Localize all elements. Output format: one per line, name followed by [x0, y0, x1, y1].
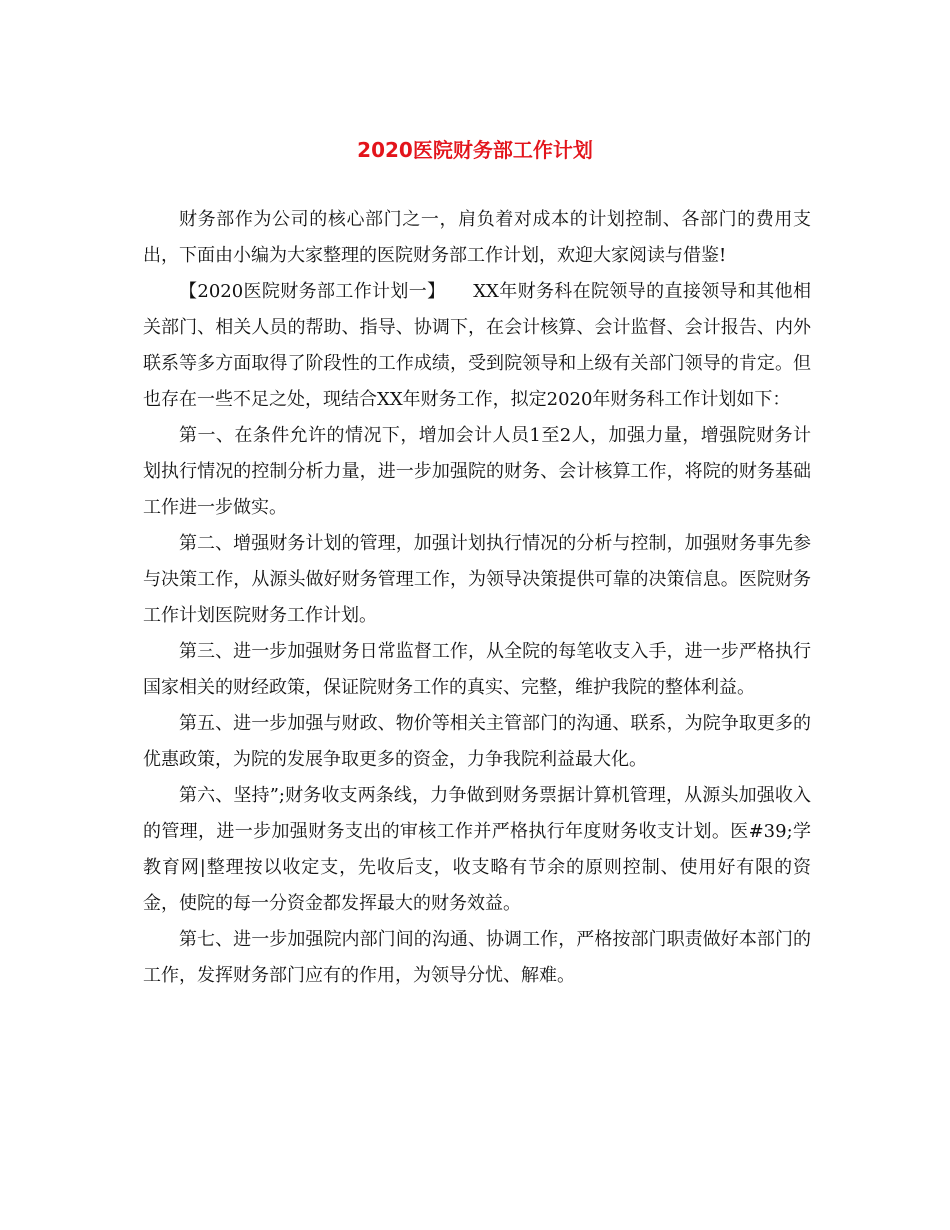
item-three-paragraph: 第三、进一步加强财务日常监督工作，从全院的每笔收支入手，进一步严格执行国家相关的财经政策，保证院财务工作的真实、完整，维护我院的整体利益。	[143, 641, 811, 698]
item-one-paragraph: 第一、在条件允许的情况下，增加会计人员1至2人，加强力量，增强院财务计划执行情况的控制分析力量，进一步加强院的财务、会计核算工作，将院的财务基础工作进一步做实。	[143, 425, 811, 518]
item-two-paragraph: 第二、增强财务计划的管理，加强计划执行情况的分析与控制，加强财务事先参与决策工作，从源头做好财务管理工作，为领导决策提供可靠的决策信息。医院财务工作计划医院财务工作计划。	[143, 533, 811, 626]
item-seven-paragraph: 第七、进一步加强院内部门间的沟通、协调工作，严格按部门职责做好本部门的工作，发挥财务部门应有的作用，为领导分忧、解难。	[143, 929, 811, 986]
intro-paragraph: 财务部作为公司的核心部门之一，肩负着对成本的计划控制、各部门的费用支出，下面由小编为大家整理的医院财务部工作计划，欢迎大家阅读与借鉴!	[143, 209, 811, 266]
item-six-paragraph: 第六、坚持”;财务收支两条线，力争做到财务票据计算机管理，从源头加强收入的管理，进一步加强财务支出的审核工作并严格执行年度财务收支计划。医#39;学教育网|整理按以收定支，先收后支，收支略有节余的原则控制、使用好有限的资金，使院的每一分资金都发挥最大的财务效益。	[143, 785, 811, 914]
document-title: 2020医院财务部工作计划	[357, 138, 593, 162]
document-body	[143, 202, 811, 994]
item-five-paragraph: 第五、进一步加强与财政、物价等相关主管部门的沟通、联系，为院争取更多的优惠政策，为院的发展争取更多的资金，力争我院利益最大化。	[143, 713, 811, 770]
plan-one-paragraph: 【2020医院财务部工作计划一】 XX年财务科在院领导的直接领导和其他相关部门、相关人员的帮助、指导、协调下，在会计核算、会计监督、会计报告、内外联系等多方面取得了阶段性的工作成绩，受到院领导和上级有关部门领导的肯定。但也存在一些不足之处，现结合XX年财务工作，拟定2020年财务科工作计划如下：	[143, 281, 811, 410]
